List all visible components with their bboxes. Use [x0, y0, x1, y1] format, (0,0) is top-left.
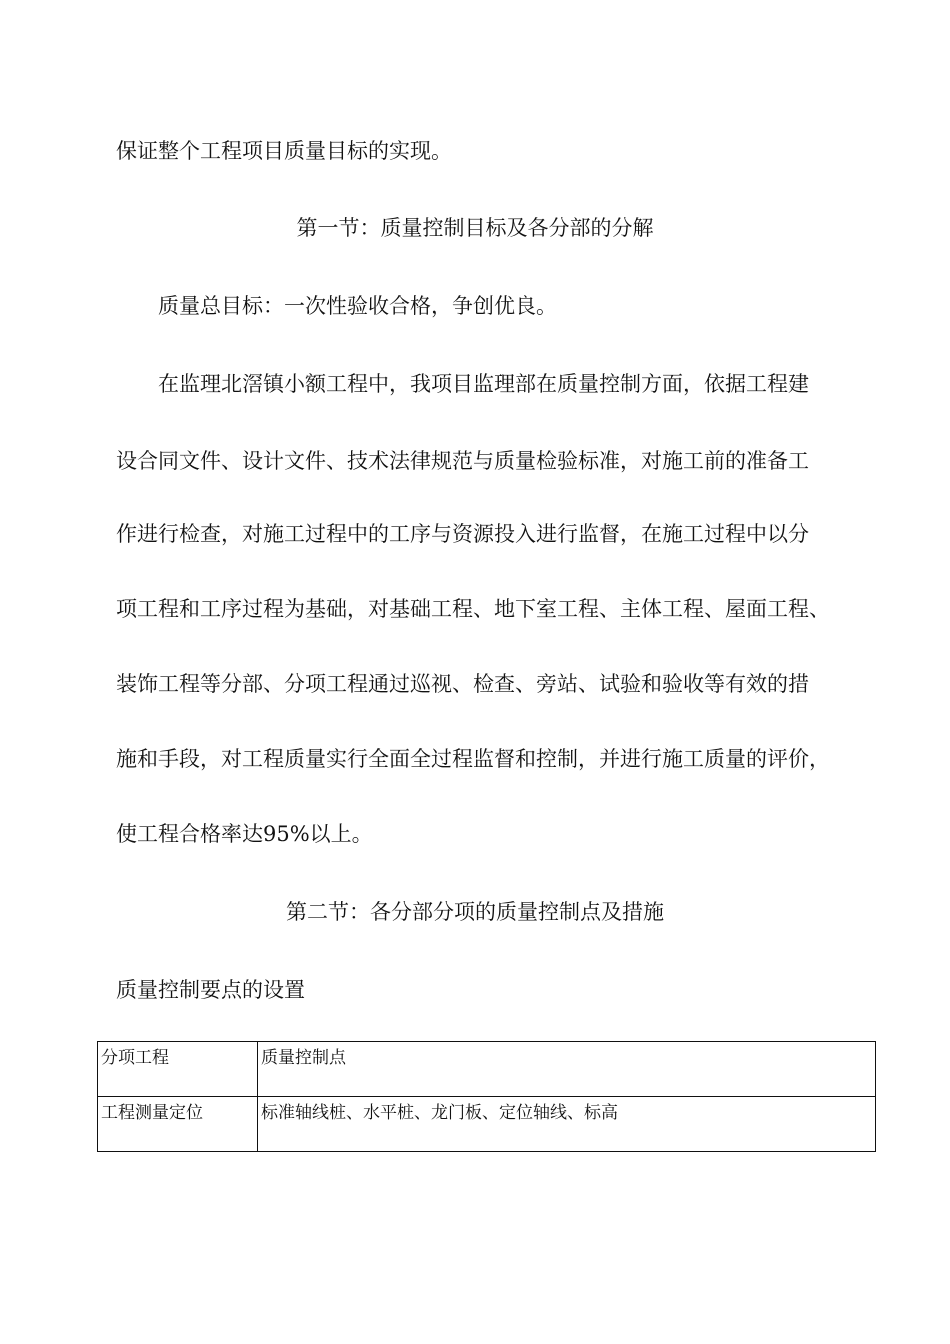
paragraph-line: 使工程合格率达95%以上。	[116, 822, 373, 846]
paragraph-line: 施和手段，对工程质量实行全面全过程监督和控制，并进行施工质量的评价，	[116, 747, 830, 771]
table-row	[98, 1097, 876, 1152]
table-header-cell: 分项工程	[98, 1042, 258, 1097]
paragraph-line: 设合同文件、设计文件、技术法律规范与质量检验标准，对施工前的准备工	[116, 449, 809, 473]
paragraph-line: 项工程和工序过程为基础，对基础工程、地下室工程、主体工程、屋面工程、	[116, 597, 830, 621]
table-header-row	[98, 1042, 876, 1097]
quality-goal-text: 质量总目标：一次性验收合格，争创优良。	[158, 294, 557, 318]
section-heading-2: 第二节：各分部分项的质量控制点及措施	[286, 900, 664, 924]
table-cell: 工程测量定位	[98, 1097, 258, 1152]
table-cell: 标准轴线桩、水平桩、龙门板、定位轴线、标高	[258, 1097, 876, 1152]
section-heading-1: 第一节：质量控制目标及各分部的分解	[296, 216, 654, 240]
paragraph-line: 在监理北滘镇小额工程中，我项目监理部在质量控制方面，依据工程建	[158, 372, 809, 396]
paragraph-line: 装饰工程等分部、分项工程通过巡视、检查、旁站、试验和验收等有效的措	[116, 672, 809, 696]
table-header-cell: 质量控制点	[258, 1042, 876, 1097]
paragraph-line: 保证整个工程项目质量目标的实现。	[116, 139, 452, 163]
table-caption: 质量控制要点的设置	[116, 978, 305, 1002]
paragraph-line: 作进行检查，对施工过程中的工序与资源投入进行监督，在施工过程中以分	[116, 522, 809, 546]
quality-control-table	[97, 1041, 876, 1152]
